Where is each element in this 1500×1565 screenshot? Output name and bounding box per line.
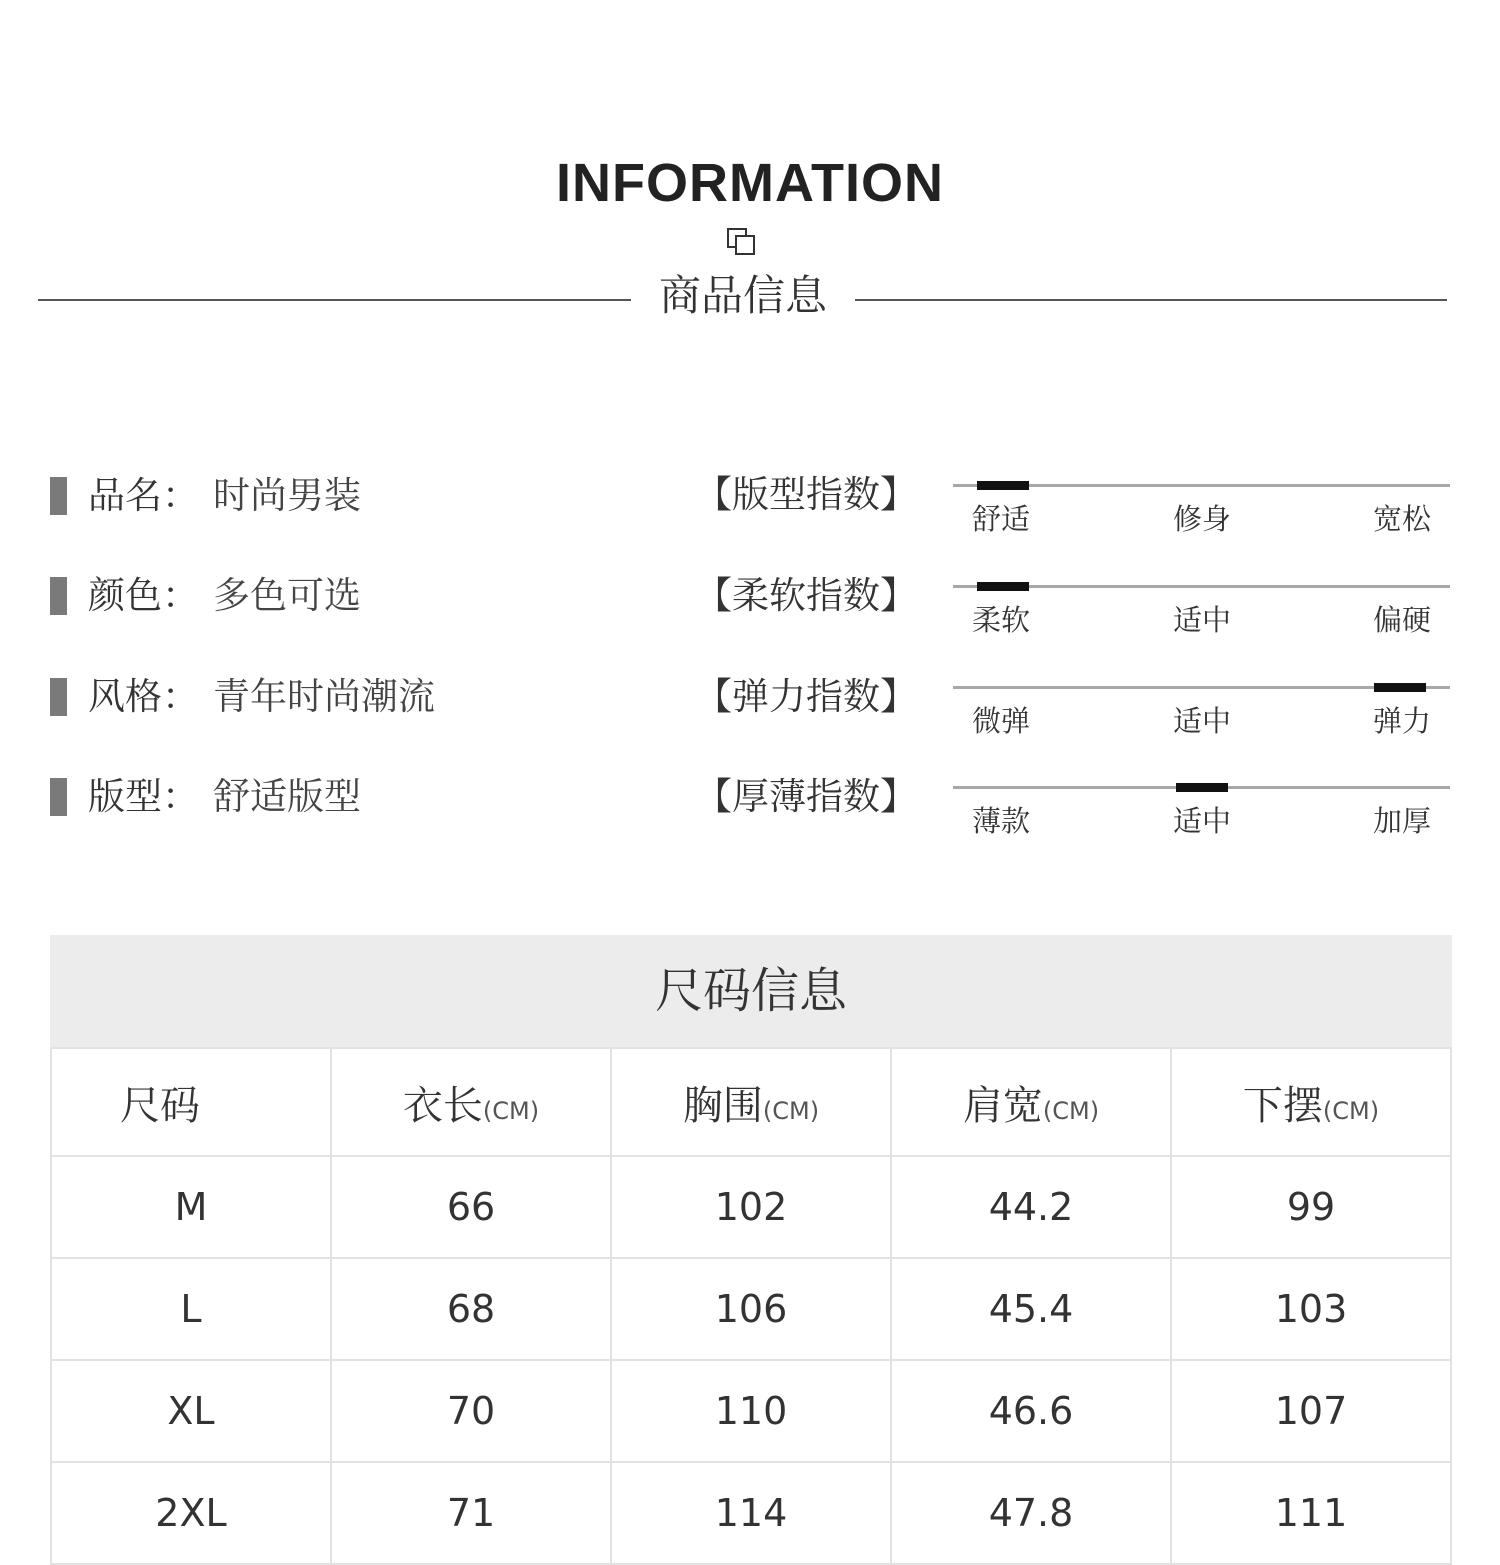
- size-table-header: [51, 1048, 1451, 1156]
- table-row: [51, 1258, 1451, 1360]
- cell-size: 2XL: [51, 1462, 331, 1564]
- attribute-label: 版型：: [88, 775, 199, 818]
- fit-index-marker: [977, 481, 1029, 490]
- attribute-marker: [50, 778, 67, 816]
- softness-option-medium: 适中: [1172, 603, 1231, 637]
- cell-hem: 111: [1171, 1462, 1451, 1564]
- softness-index-title: 【柔软指数】: [695, 574, 917, 617]
- table-row: [51, 1156, 1451, 1258]
- cell-size: L: [51, 1258, 331, 1360]
- cell-shoulder: 44.2: [891, 1156, 1171, 1258]
- header-chest: 胸围(CM): [611, 1048, 891, 1156]
- cell-hem: 103: [1171, 1258, 1451, 1360]
- unit-label: (CM): [762, 1096, 820, 1125]
- cell-hem: 107: [1171, 1360, 1451, 1462]
- header-shoulder: 肩宽(CM): [891, 1048, 1171, 1156]
- thickness-index-title: 【厚薄指数】: [695, 775, 917, 818]
- header-hem: 下摆(CM): [1171, 1048, 1451, 1156]
- table-row: [51, 1462, 1451, 1564]
- softness-option-soft: 柔软: [971, 603, 1030, 637]
- cell-size: M: [51, 1156, 331, 1258]
- attribute-label: 风格：: [88, 675, 199, 718]
- elasticity-option-medium: 适中: [1172, 704, 1231, 738]
- thickness-option-thick: 加厚: [1372, 804, 1431, 838]
- header-length: 衣长(CM): [331, 1048, 611, 1156]
- softness-index-marker: [977, 582, 1029, 591]
- attribute-marker: [50, 678, 67, 716]
- fit-option-comfort: 舒适: [971, 502, 1030, 536]
- thickness-option-medium: 适中: [1172, 804, 1231, 838]
- cell-shoulder: 47.8: [891, 1462, 1171, 1564]
- cell-hem: 99: [1171, 1156, 1451, 1258]
- unit-label: (CM): [1322, 1096, 1380, 1125]
- thickness-index-marker: [1176, 783, 1228, 792]
- attribute-marker: [50, 477, 67, 515]
- unit-label: (CM): [482, 1096, 540, 1125]
- fit-index-title: 【版型指数】: [695, 473, 917, 516]
- table-row: [51, 1360, 1451, 1462]
- attribute-value: 舒适版型: [213, 775, 361, 818]
- header-size: 尺码: [51, 1048, 331, 1156]
- product-info-heading: 商品信息: [658, 271, 827, 320]
- cell-chest: 114: [611, 1462, 891, 1564]
- cell-chest: 102: [611, 1156, 891, 1258]
- cell-length: 68: [331, 1258, 611, 1360]
- cell-chest: 106: [611, 1258, 891, 1360]
- fit-option-slim: 修身: [1172, 502, 1231, 536]
- info-heading: INFORMATION: [556, 153, 944, 213]
- cell-size: XL: [51, 1360, 331, 1462]
- attribute-value: 时尚男装: [213, 474, 361, 517]
- attribute-value: 多色可选: [213, 574, 361, 617]
- elasticity-index-title: 【弹力指数】: [695, 675, 917, 718]
- divider-left: [38, 299, 631, 301]
- cell-shoulder: 45.4: [891, 1258, 1171, 1360]
- elasticity-index-marker: [1374, 683, 1426, 692]
- overlapping-squares-icon: [726, 227, 758, 257]
- elasticity-option-slight: 微弹: [971, 704, 1030, 738]
- cell-length: 70: [331, 1360, 611, 1462]
- cell-shoulder: 46.6: [891, 1360, 1171, 1462]
- cell-length: 66: [331, 1156, 611, 1258]
- thickness-option-thin: 薄款: [971, 804, 1030, 838]
- attribute-label: 品名：: [88, 474, 199, 517]
- attribute-marker: [50, 577, 67, 615]
- size-table: [50, 1047, 1452, 1565]
- fit-option-loose: 宽松: [1372, 502, 1431, 536]
- attribute-value: 青年时尚潮流: [213, 675, 435, 718]
- cell-chest: 110: [611, 1360, 891, 1462]
- unit-label: (CM): [1042, 1096, 1100, 1125]
- divider-right: [855, 299, 1447, 301]
- size-table-title: 尺码信息: [50, 935, 1452, 1047]
- attribute-label: 颜色：: [88, 574, 199, 617]
- elasticity-option-stretch: 弹力: [1372, 704, 1431, 738]
- cell-length: 71: [331, 1462, 611, 1564]
- softness-option-stiff: 偏硬: [1372, 603, 1431, 637]
